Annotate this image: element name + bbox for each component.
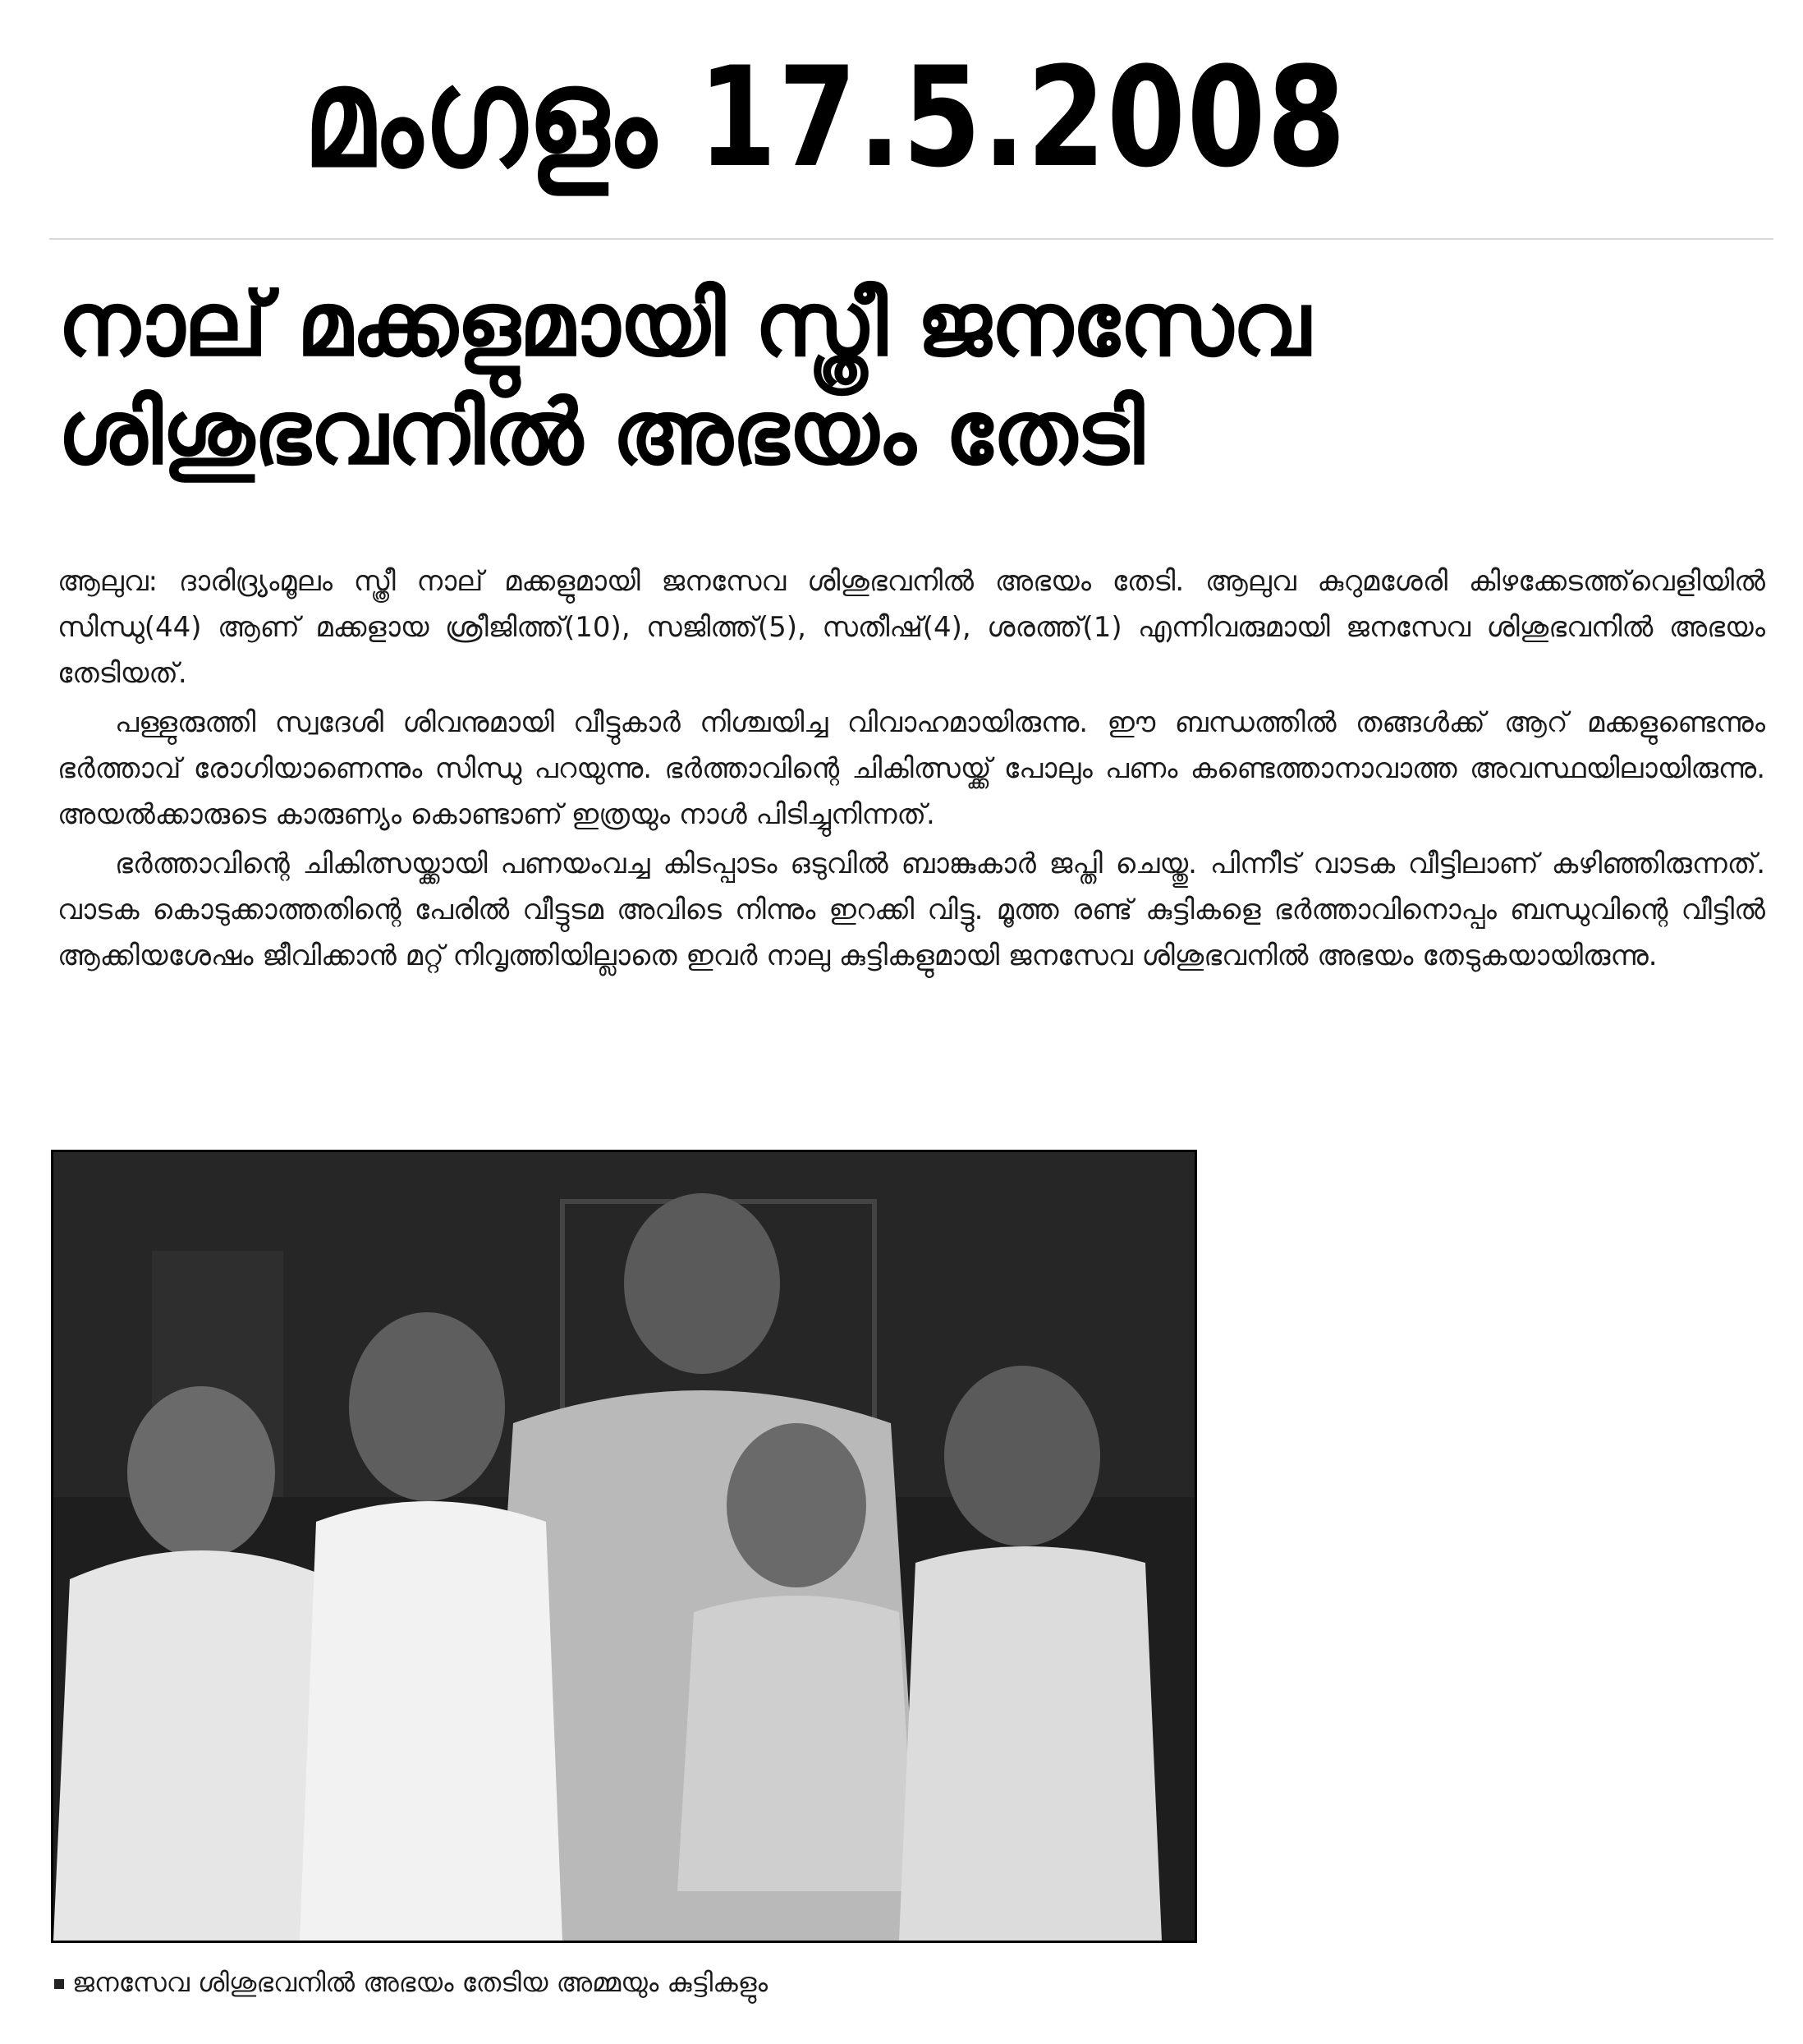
article-paragraph-1: ആലുവ: ദാരിദ്ര്യംമൂലം സ്ത്രീ നാല് മക്കളുമായി ജനസേവ ശിശുഭവനിൽ അഭയം തേടി. ആലുവ കുറുമശേരി കിഴക്കേടത്ത്‌വെളിയിൽ സിന്ധു(44) ആണ് മക്കളായ ശ്രീജിത്ത്(10), സജിത്ത്(5), സതീഷ്(4), ശരത്ത്(1) എന്നിവരുമായി ജനസേവ ശിശുഭവനിൽ അഭയം തേടിയത്. <box>57 565 1765 690</box>
headline-line-1: നാല് മക്കളുമായി സ്ത്രീ ജനസേവ <box>57 273 1310 376</box>
headline-line-2: ശിശുഭവനിൽ അഭയം തേടി <box>57 382 1144 485</box>
article-body <box>57 558 1765 982</box>
article-paragraph-3: ഭർത്താവിന്റെ ചികിത്സയ്ക്കായി പണയംവച്ച കിടപ്പാടം ഒടുവിൽ ബാങ്കുകാർ ജപ്തി ചെയ്തു. പിന്നീട് വാടക വീട്ടിലാണ് കഴിഞ്ഞിരുന്നത്. വാടക കൊടുക്കാത്തതിന്റെ പേരിൽ വീട്ടുടമ അവിടെ നിന്നും ഇറക്കി വിട്ടു. മൂത്ത രണ്ട് കുട്ടികളെ ഭർത്താവിനൊപ്പം ബന്ധുവിന്റെ വീട്ടിൽ ആക്കിയശേഷം ജീവിക്കാൻ മറ്റ് നിവൃത്തിയില്ലാതെ ഇവർ നാലു കുട്ടികളുമായി ജനസേവ ശിശുഭവനിൽ അഭയം തേടുകയായിരുന്നു. <box>57 847 1765 972</box>
caption-bullet-icon <box>54 1979 64 1989</box>
article-paragraph-2: പള്ളുരുത്തി സ്വദേശി ശിവനുമായി വീട്ടുകാർ നിശ്ചയിച്ച വിവാഹമായിരുന്നു. ഈ ബന്ധത്തിൽ തങ്ങൾക്ക് ആറ് മക്കളുണ്ടെന്നും ഭർത്താവ് രോഗിയാണെന്നും സിന്ധു പറയുന്നു. ഭർത്താവിന്റെ ചികിത്സയ്ക്ക് പോലും പണം കണ്ടെത്താനാവാത്ത അവസ്ഥയിലായിരുന്നു. അയൽക്കാരുടെ കാരുണ്യം കൊണ്ടാണ് ഇത്രയും നാൾ പിടിച്ചുനിന്നത്. <box>57 706 1765 831</box>
photo-caption-text: ജനസേവ ശിശുഭവനിൽ അഭയം തേടിയ അമ്മയും കുട്ടികളും <box>72 1967 768 1998</box>
family-photo-illustration <box>53 1152 1195 1941</box>
clipping-edge <box>49 238 1773 240</box>
masthead-newspaper-date: മംഗളം 17.5.2008 <box>304 37 1347 198</box>
newspaper-clipping <box>49 238 1773 2020</box>
article-photo <box>51 1150 1197 1943</box>
article-headline <box>57 271 1741 488</box>
photo-caption <box>54 1963 1204 2002</box>
